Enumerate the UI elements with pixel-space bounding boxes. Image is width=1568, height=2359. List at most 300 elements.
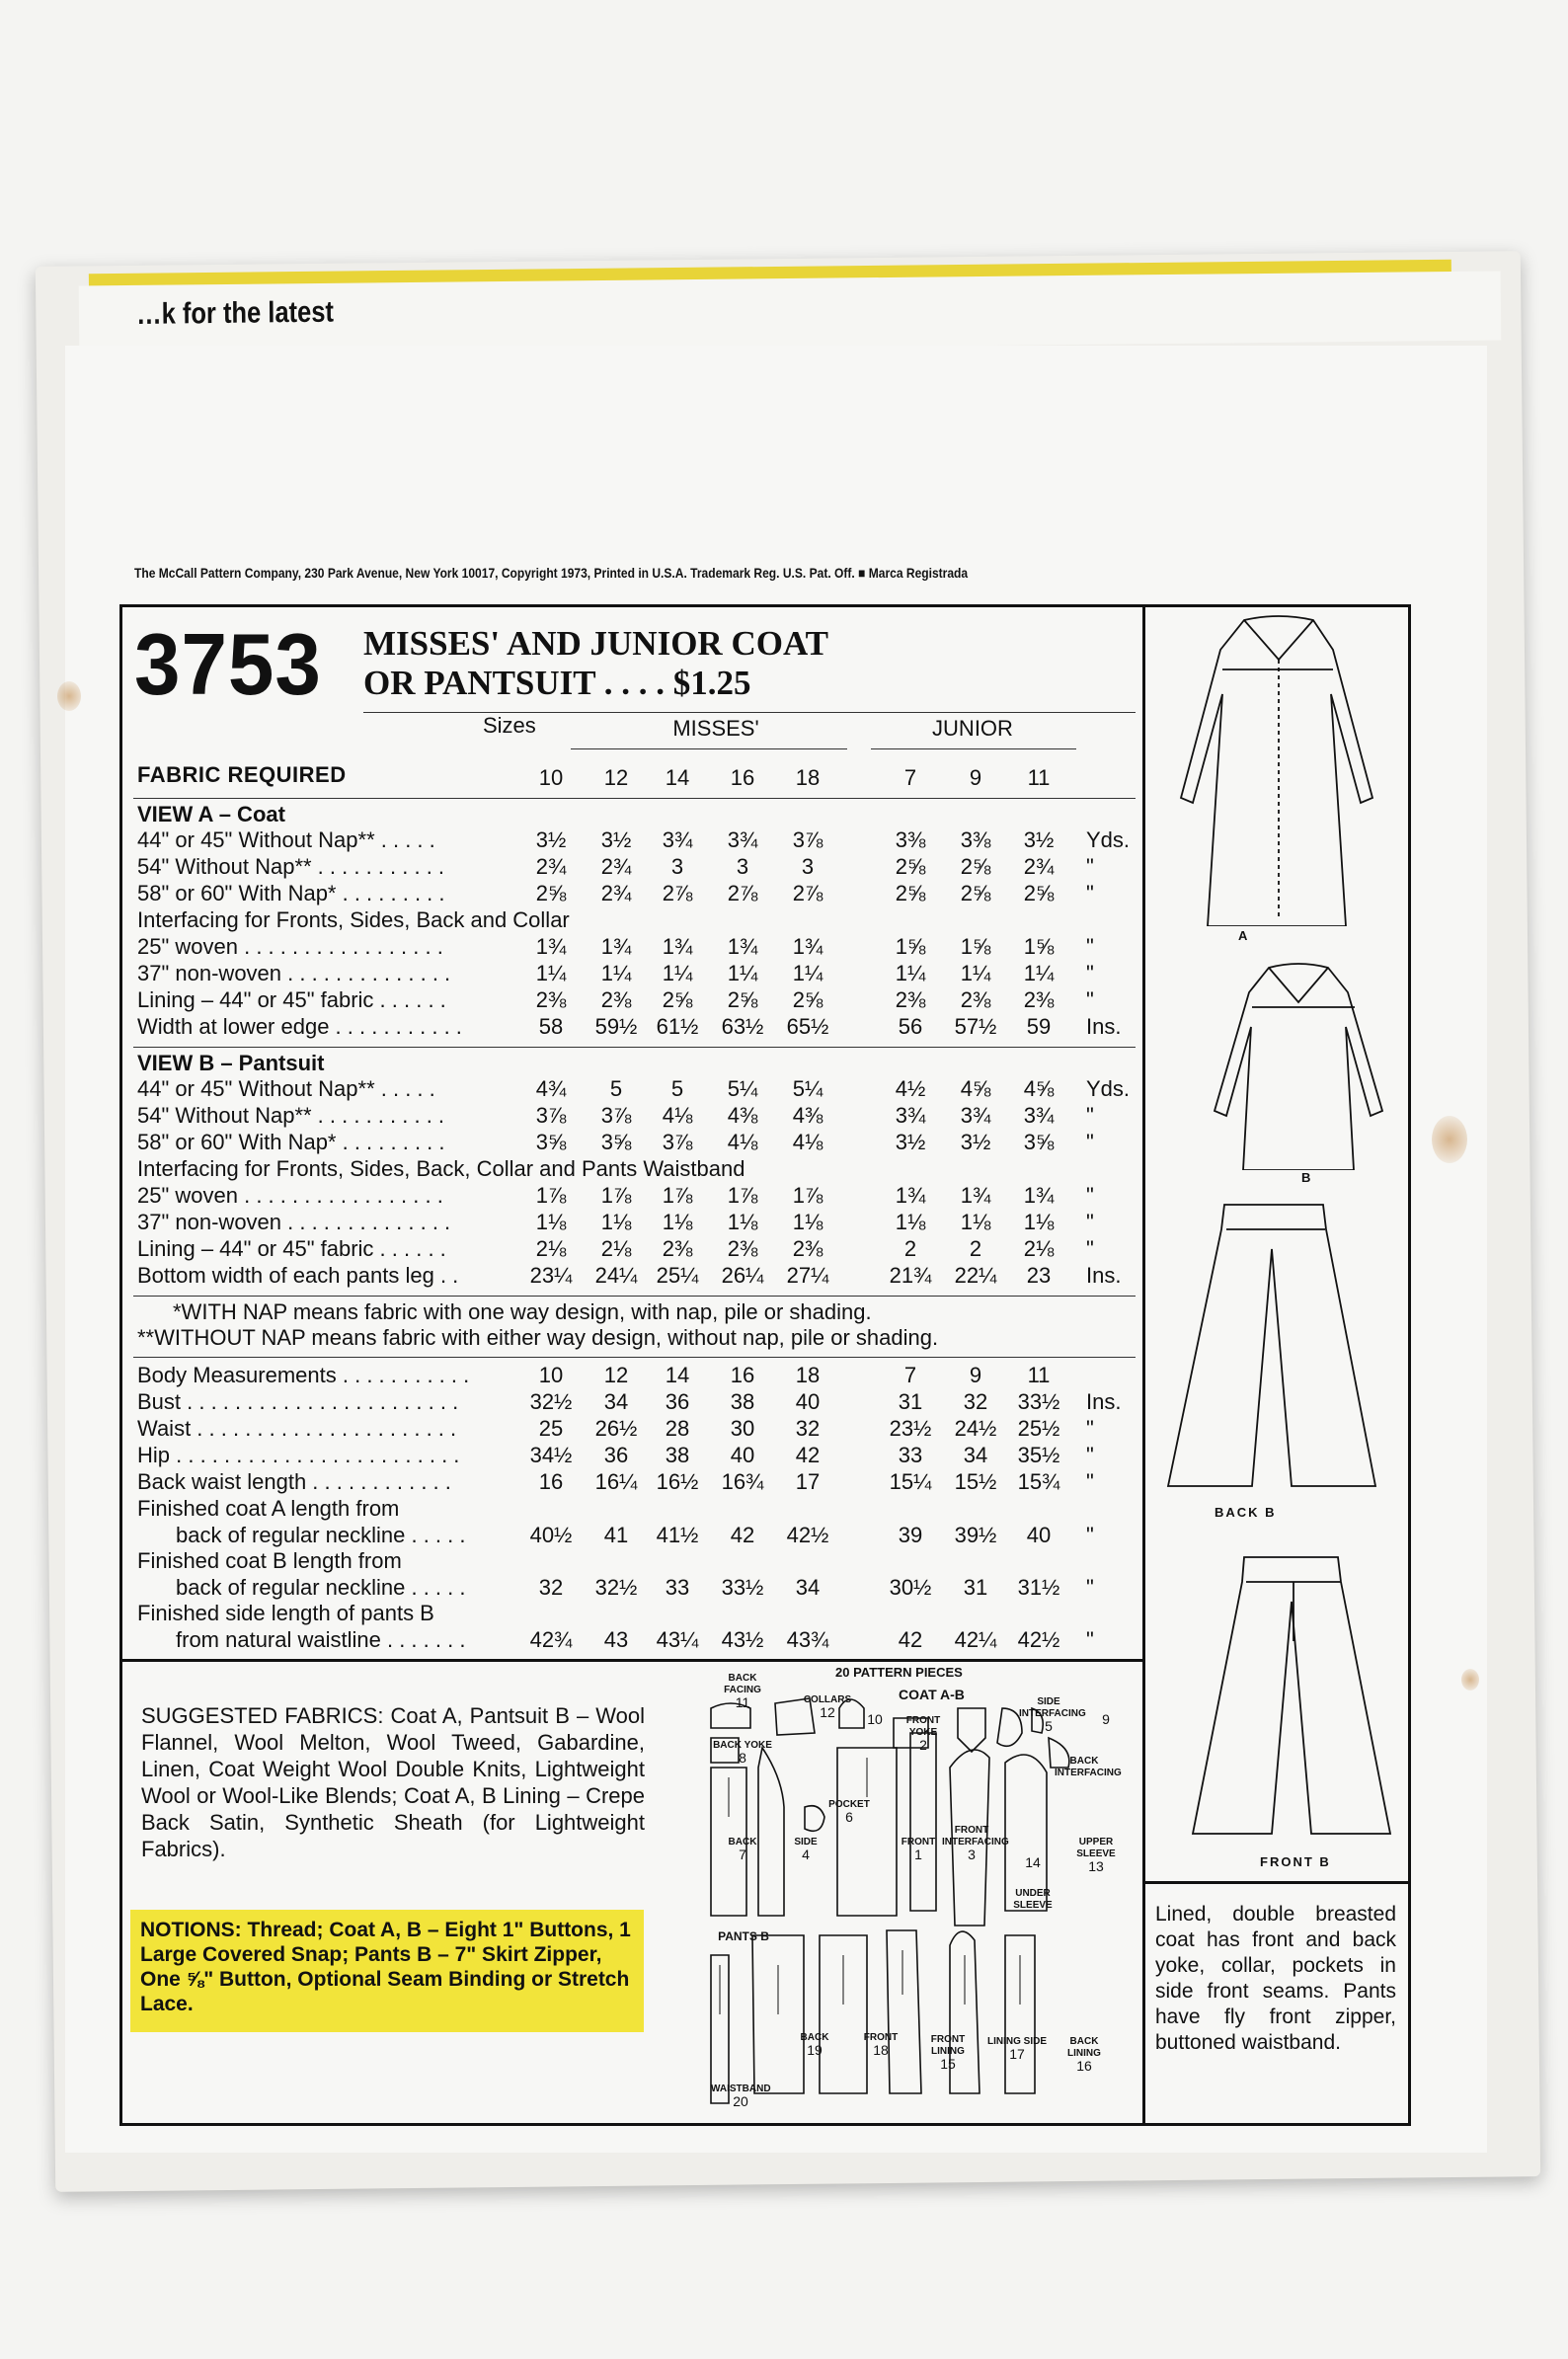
cell-value: 25½ (1017, 1416, 1060, 1441)
suggested-fabrics: SUGGESTED FABRICS: Coat A, Pantsuit B – Wool Flannel, Wool Melton, Wool Tweed, Gabardine, Linen, Coat Weight Wool Double Knits, Lightweight Wool or Wool-Like Blends; Coat A, B Lining – Crepe Back Satin, Synthetic Sheath (for Lightweight Fabrics). (141, 1703, 645, 1861)
piece-number: 5 (1045, 1718, 1053, 1734)
cell-value: 1¾ (600, 934, 632, 959)
cell-value: 2⅞ (662, 881, 693, 905)
cell-value: 36 (603, 1443, 629, 1467)
stain (57, 681, 81, 711)
row-label: Lining – 44" or 45" fabric . . . . . . (137, 1236, 446, 1261)
cell-value: 2⅜ (727, 1236, 758, 1261)
cell-value: 3 (736, 854, 749, 879)
cell-value: 35½ (1017, 1443, 1060, 1467)
row-label: from natural waistline . . . . . . . (176, 1627, 466, 1652)
cell-value: 3⅞ (792, 827, 823, 852)
piece-name: COLLARS (803, 1694, 852, 1705)
cell-value: 2⅞ (727, 881, 758, 905)
cell-value: 2⅞ (792, 881, 823, 905)
size-9: 9 (969, 765, 982, 790)
cell-value: 36 (665, 1389, 690, 1414)
cell-value: 15½ (954, 1469, 997, 1494)
unit-label: " (1086, 1183, 1094, 1208)
label-a: A (1238, 928, 1250, 943)
piece-name: SIDE INTERFACING (1019, 1696, 1086, 1719)
pattern-piece (1066, 1837, 1126, 1872)
cell-value: 3⅜ (895, 827, 926, 852)
cell-value: 42¾ (529, 1627, 573, 1652)
cell-value: 2⅝ (792, 987, 823, 1012)
nap-note-2: **WITHOUT NAP means fabric with either way design, without nap, pile or shading. (137, 1325, 939, 1350)
stain (1461, 1669, 1479, 1691)
title-line-1: MISSES' AND JUNIOR COAT (363, 624, 828, 663)
row-label: Bottom width of each pants leg . . (137, 1263, 459, 1288)
cell-value: 31 (963, 1575, 988, 1600)
cell-value: 1¼ (1023, 961, 1055, 985)
cell-value: 38 (665, 1443, 690, 1467)
cell-value: 43½ (721, 1627, 764, 1652)
unit-label: " (1086, 1416, 1094, 1441)
cell-value: 1⅛ (662, 1210, 693, 1234)
cell-value: 5¼ (792, 1076, 823, 1101)
row-label: Bust . . . . . . . . . . . . . . . . . . . . . . . (137, 1389, 459, 1414)
cell-value: 1⅛ (960, 1210, 991, 1234)
pattern-piece (713, 1673, 772, 1708)
cell-value: 1⅞ (792, 1183, 823, 1208)
stain (1432, 1116, 1467, 1163)
unit-label: " (1086, 1443, 1094, 1467)
cell-value: 2⅜ (662, 1236, 693, 1261)
cell-value: 42 (730, 1523, 755, 1547)
cell-value: 25 (538, 1416, 564, 1441)
pattern-pieces-heading: 20 PATTERN PIECES (835, 1665, 963, 1680)
piece-front-lining (887, 1930, 921, 2093)
row-label: Finished side length of pants B (137, 1601, 434, 1625)
cell-value: 2⅝ (960, 854, 991, 879)
cell-value: 32 (963, 1389, 988, 1414)
cell-value: 28 (665, 1416, 690, 1441)
cell-value: 1⅝ (1023, 934, 1055, 959)
cell-value: 3½ (1023, 827, 1055, 852)
cell-value: 2⅝ (960, 881, 991, 905)
cell-value: 34 (795, 1575, 821, 1600)
cell-value: 3⅞ (600, 1103, 632, 1128)
cell-value: 1¾ (895, 1183, 926, 1208)
cell-value: 42 (898, 1627, 923, 1652)
size-12: 12 (603, 765, 629, 790)
piece-number: 10 (867, 1711, 883, 1727)
pattern-piece (894, 1715, 953, 1751)
piece-number: 4 (802, 1847, 810, 1862)
cell-value: 16½ (656, 1469, 699, 1494)
cell-value: 9 (969, 1363, 982, 1387)
rule (871, 748, 1076, 749)
cell-value: 42¼ (954, 1627, 997, 1652)
piece-name: FRONT (863, 2032, 899, 2043)
cell-value: 3 (670, 854, 684, 879)
piece-name: FRONT (901, 1837, 936, 1848)
nap-note-1: *WITH NAP means fabric with one way design, with nap, pile or shading. (173, 1299, 872, 1324)
cell-value: 61½ (656, 1014, 699, 1039)
junior-label: JUNIOR (932, 716, 1013, 741)
piece-number: 8 (739, 1750, 746, 1766)
cell-value: 3½ (895, 1130, 926, 1154)
size-18: 18 (795, 765, 821, 790)
cell-value: 42½ (786, 1523, 829, 1547)
cell-value: 2⅜ (895, 987, 926, 1012)
cell-value: 40 (730, 1443, 755, 1467)
row-label: 54" Without Nap** . . . . . . . . . . . (137, 854, 445, 879)
cell-value: 59 (1026, 1014, 1052, 1039)
row-label: 25" woven . . . . . . . . . . . . . . . . . (137, 934, 443, 959)
cell-value: 3⅞ (662, 1130, 693, 1154)
cell-value: 4½ (895, 1076, 926, 1101)
pattern-piece (1003, 1856, 1062, 1868)
view-b-title: VIEW B – Pantsuit (137, 1051, 325, 1075)
cell-value: 23½ (889, 1416, 932, 1441)
cell-value: 23 (1026, 1263, 1052, 1288)
row-label: Body Measurements . . . . . . . . . . . (137, 1363, 470, 1387)
cell-value: 32 (795, 1416, 821, 1441)
cell-value: 31 (898, 1389, 923, 1414)
cell-value: 2⅝ (895, 881, 926, 905)
piece-side (758, 1748, 784, 1916)
piece-number: 17 (1009, 2046, 1025, 2062)
cell-value: 2¾ (600, 854, 632, 879)
cell-value: 32½ (529, 1389, 573, 1414)
row-label: back of regular neckline . . . . . (176, 1523, 466, 1547)
pattern-piece (711, 2084, 770, 2107)
unit-label: " (1086, 987, 1094, 1012)
cell-value: 4⅛ (792, 1130, 823, 1154)
label-b: B (1301, 1170, 1313, 1185)
cell-value: 16¼ (594, 1469, 638, 1494)
pattern-piece (851, 2032, 910, 2056)
label-back-b: BACK B (1215, 1505, 1277, 1520)
cell-value: 41 (603, 1523, 629, 1547)
cell-value: 1¼ (535, 961, 567, 985)
size-14: 14 (665, 765, 690, 790)
row-label: 54" Without Nap** . . . . . . . . . . . (137, 1103, 445, 1128)
cell-value: 1⅝ (960, 934, 991, 959)
cell-value: 15¾ (1017, 1469, 1060, 1494)
piece-name: BACK FACING (724, 1673, 761, 1695)
row-label: 58" or 60" With Nap* . . . . . . . . . (137, 881, 445, 905)
cell-value: 11 (1027, 1363, 1051, 1387)
piece-number: 12 (820, 1704, 835, 1720)
cell-value: 3⅝ (600, 1130, 632, 1154)
cell-value: 32 (538, 1575, 564, 1600)
cell-value: 1⅞ (662, 1183, 693, 1208)
cell-value: 2⅝ (895, 854, 926, 879)
cell-value: 43¼ (656, 1627, 699, 1652)
row-label: 58" or 60" With Nap* . . . . . . . . . (137, 1130, 445, 1154)
cell-value: 2⅜ (792, 1236, 823, 1261)
cell-value: 2⅝ (727, 987, 758, 1012)
pattern-piece (889, 1837, 948, 1860)
piece-name: FRONT LINING (930, 2034, 966, 2057)
cell-value: 30½ (889, 1575, 932, 1600)
cell-value: 40½ (529, 1523, 573, 1547)
cell-value: 2 (969, 1236, 982, 1261)
cell-value: 1⅛ (727, 1210, 758, 1234)
unit-label: " (1086, 1469, 1094, 1494)
piece-number: 20 (733, 2093, 748, 2109)
rule (363, 712, 1136, 713)
garment-description: Lined, double breasted coat has front and back yoke, collar, pockets in side front seams. Pants have fly front zipper, buttoned waistband. (1155, 1903, 1396, 2054)
piece-number: 9 (1102, 1711, 1110, 1727)
fabric-required-heading: FABRIC REQUIRED (137, 762, 347, 787)
cell-value: 3⅞ (535, 1103, 567, 1128)
row-label: 44" or 45" Without Nap** . . . . . (137, 1076, 435, 1101)
piece-number: 11 (735, 1694, 750, 1710)
cell-value: 16 (538, 1469, 564, 1494)
cell-value: 1¾ (535, 934, 567, 959)
sizes-label: Sizes (483, 713, 536, 738)
cell-value: 1⅛ (895, 1210, 926, 1234)
cell-value: 42½ (1017, 1627, 1060, 1652)
cell-value: 3½ (535, 827, 567, 852)
row-label: Interfacing for Fronts, Sides, Back and Collar (137, 907, 570, 932)
cell-value: 34 (963, 1443, 988, 1467)
pants-pieces-label: PANTS B (718, 1929, 769, 1943)
cell-value: 26½ (594, 1416, 638, 1441)
piece-name: BACK (728, 1837, 757, 1848)
cell-value: 1¾ (662, 934, 693, 959)
piece-number: 15 (940, 2056, 956, 2072)
cell-value: 2⅜ (600, 987, 632, 1012)
cell-value: 17 (795, 1469, 821, 1494)
piece-number: 18 (873, 2042, 889, 2058)
cell-value: 3¾ (895, 1103, 926, 1128)
piece-number: 7 (739, 1847, 746, 1862)
cell-value: 5 (670, 1076, 684, 1101)
piece-name: BACK (800, 2032, 829, 2043)
rule (133, 1357, 1136, 1358)
unit-label: " (1086, 934, 1094, 959)
rule (133, 798, 1136, 799)
unit-label: " (1086, 1523, 1094, 1547)
cell-value: 39½ (954, 1523, 997, 1547)
cell-value: 57½ (954, 1014, 997, 1039)
piece-number: 6 (845, 1809, 853, 1825)
pattern-piece (1055, 2036, 1114, 2072)
piece-name: UPPER SLEEVE (1076, 1837, 1116, 1859)
cell-value: 15¼ (889, 1469, 932, 1494)
cell-value: 16¾ (721, 1469, 764, 1494)
cell-value: 43¾ (786, 1627, 829, 1652)
pattern-piece (918, 2034, 978, 2070)
pattern-piece (942, 1825, 1009, 1862)
cell-value: 33 (665, 1575, 690, 1600)
cell-value: 1¼ (960, 961, 991, 985)
unit-label: Yds. (1086, 1076, 1131, 1101)
pattern-piece (713, 1837, 772, 1860)
cell-value: 56 (898, 1014, 923, 1039)
cell-value: 4⅜ (727, 1103, 758, 1128)
piece-number: 3 (968, 1847, 976, 1862)
cell-value: 2⅝ (535, 881, 567, 905)
cell-value: 1¼ (895, 961, 926, 985)
section-divider (119, 1659, 1142, 1662)
cell-value: 3 (801, 854, 815, 879)
unit-label: " (1086, 881, 1094, 905)
cell-value: 1⅛ (535, 1210, 567, 1234)
cell-value: 2⅝ (662, 987, 693, 1012)
pattern-piece (1019, 1696, 1086, 1734)
cell-value: 4⅛ (662, 1103, 693, 1128)
cell-value: 23¼ (529, 1263, 573, 1288)
piece-name: FRONT YOKE (905, 1715, 941, 1738)
piece-name: LINING SIDE (987, 2036, 1048, 2047)
pattern-piece (713, 1740, 772, 1764)
cell-value: 4⅝ (960, 1076, 991, 1101)
cell-value: 1⅞ (600, 1183, 632, 1208)
cell-value: 3½ (600, 827, 632, 852)
cell-value: 31½ (1017, 1575, 1060, 1600)
cell-value: 2⅜ (960, 987, 991, 1012)
pants-front-illustration (1185, 1552, 1402, 1848)
pattern-piece (1076, 1713, 1136, 1725)
cell-value: 3⅜ (960, 827, 991, 852)
notions-box: NOTIONS: Thread; Coat A, B – Eight 1" Buttons, 1 Large Covered Snap; Pants B – 7" Skirt Zipper, One ⅝" Button, Optional Seam Binding or Stretch Lace. (130, 1910, 644, 2032)
cell-value: 33½ (1017, 1389, 1060, 1414)
row-label: Finished coat A length from (137, 1496, 400, 1521)
cell-value: 40 (795, 1389, 821, 1414)
cell-value: 24¼ (594, 1263, 638, 1288)
cell-value: 1⅝ (895, 934, 926, 959)
cell-value: 2⅛ (600, 1236, 632, 1261)
unit-label: Yds. (1086, 827, 1131, 852)
size-10: 10 (538, 765, 564, 790)
cell-value: 1¾ (727, 934, 758, 959)
piece-name: UNDER SLEEVE (1013, 1888, 1053, 1911)
cell-value: 43 (603, 1627, 629, 1652)
cell-value: 1¼ (727, 961, 758, 985)
cell-value: 2¾ (535, 854, 567, 879)
cell-value: 2 (903, 1236, 917, 1261)
cell-value: 10 (538, 1363, 564, 1387)
cell-value: 3⅝ (1023, 1130, 1055, 1154)
header-fragment: …k for the latest (136, 295, 335, 331)
row-label: Interfacing for Fronts, Sides, Back, Collar and Pants Waistband (137, 1156, 745, 1181)
unit-label: " (1086, 1103, 1094, 1128)
cell-value: 24½ (954, 1416, 997, 1441)
cell-value: 3½ (960, 1130, 991, 1154)
cell-value: 3¾ (1023, 1103, 1055, 1128)
misses-label: MISSES' (672, 716, 759, 741)
size-7: 7 (903, 765, 917, 790)
cell-value: 42 (795, 1443, 821, 1467)
cell-value: 4⅝ (1023, 1076, 1055, 1101)
cell-value: 63½ (721, 1014, 764, 1039)
cell-value: 2¾ (600, 881, 632, 905)
row-label: Hip . . . . . . . . . . . . . . . . . . . . . . . . (137, 1443, 460, 1467)
title-line-2: OR PANTSUIT . . . . $1.25 (363, 664, 751, 702)
cell-value: 2⅛ (535, 1236, 567, 1261)
pattern-number: 3753 (134, 615, 322, 713)
cell-value: 30 (730, 1416, 755, 1441)
rule (133, 1047, 1136, 1048)
cell-value: 1⅞ (535, 1183, 567, 1208)
piece-number: 14 (1025, 1854, 1041, 1870)
pattern-title (363, 624, 828, 703)
cell-value: 3¾ (727, 827, 758, 852)
cell-value: 1⅛ (600, 1210, 632, 1234)
unit-label: " (1086, 1627, 1094, 1652)
cell-value: 32½ (594, 1575, 638, 1600)
row-label: Finished coat B length from (137, 1548, 402, 1573)
cell-value: 1¼ (600, 961, 632, 985)
piece-name: POCKET (828, 1799, 870, 1810)
unit-label: Ins. (1086, 1263, 1122, 1288)
cell-value: 33 (898, 1443, 923, 1467)
rule (571, 748, 847, 749)
piece-front-edge (958, 1708, 985, 1752)
unit-label: Ins. (1086, 1014, 1122, 1039)
section-divider (1142, 1881, 1411, 1884)
row-label: 37" non-woven . . . . . . . . . . . . . . (137, 1210, 451, 1234)
cell-value: 1¼ (792, 961, 823, 985)
cell-value: 4¾ (535, 1076, 567, 1101)
cell-value: 25¼ (656, 1263, 699, 1288)
piece-name: BACK INTERFACING (1055, 1756, 1122, 1778)
pants-back-illustration (1145, 1200, 1402, 1496)
unit-label: " (1086, 961, 1094, 985)
cell-value: 7 (903, 1363, 917, 1387)
view-a-title: VIEW A – Coat (137, 802, 285, 826)
piece-number: 16 (1076, 2058, 1092, 2074)
cell-value: 34 (603, 1389, 629, 1414)
cell-value: 16 (730, 1363, 755, 1387)
cell-value: 26¼ (721, 1263, 764, 1288)
cell-value: 14 (665, 1363, 690, 1387)
pattern-piece (1055, 1756, 1122, 1779)
size-16: 16 (730, 765, 755, 790)
cell-value: 1⅛ (1023, 1210, 1055, 1234)
piece-name: WAISTBAND (711, 2084, 771, 2094)
row-label: Lining – 44" or 45" fabric . . . . . . (137, 987, 446, 1012)
piece-number: 13 (1088, 1858, 1104, 1874)
cell-value: 1⅞ (727, 1183, 758, 1208)
cell-value: 33½ (721, 1575, 764, 1600)
cell-value: 41½ (656, 1523, 699, 1547)
cell-value: 38 (730, 1389, 755, 1414)
unit-label: " (1086, 1130, 1094, 1154)
cell-value: 59½ (594, 1014, 638, 1039)
cell-value: 22¼ (954, 1263, 997, 1288)
pattern-piece (785, 2032, 844, 2056)
size-11: 11 (1027, 765, 1051, 790)
cell-value: 4⅜ (792, 1103, 823, 1128)
row-label: back of regular neckline . . . . . (176, 1575, 466, 1600)
unit-label: " (1086, 1210, 1094, 1234)
piece-name: FRONT INTERFACING (942, 1825, 1009, 1848)
piece-name: BACK LINING (1067, 2036, 1101, 2059)
piece-name: BACK YOKE (713, 1740, 772, 1751)
pattern-piece (987, 2036, 1047, 2060)
cell-value: 1¾ (1023, 1183, 1055, 1208)
pattern-piece (776, 1837, 835, 1860)
cell-value: 2¾ (1023, 854, 1055, 879)
cell-value: 1¾ (792, 934, 823, 959)
label-front-b: FRONT B (1260, 1854, 1331, 1869)
cell-value: 5 (609, 1076, 623, 1101)
cell-value: 1¾ (960, 1183, 991, 1208)
row-label: 44" or 45" Without Nap** . . . . . (137, 827, 435, 852)
cell-value: 40 (1026, 1523, 1052, 1547)
row-label: 25" woven . . . . . . . . . . . . . . . . . (137, 1183, 443, 1208)
piece-number: 19 (807, 2042, 823, 2058)
pattern-piece (820, 1799, 879, 1823)
cell-value: 27¼ (786, 1263, 829, 1288)
cell-value: 34½ (529, 1443, 573, 1467)
